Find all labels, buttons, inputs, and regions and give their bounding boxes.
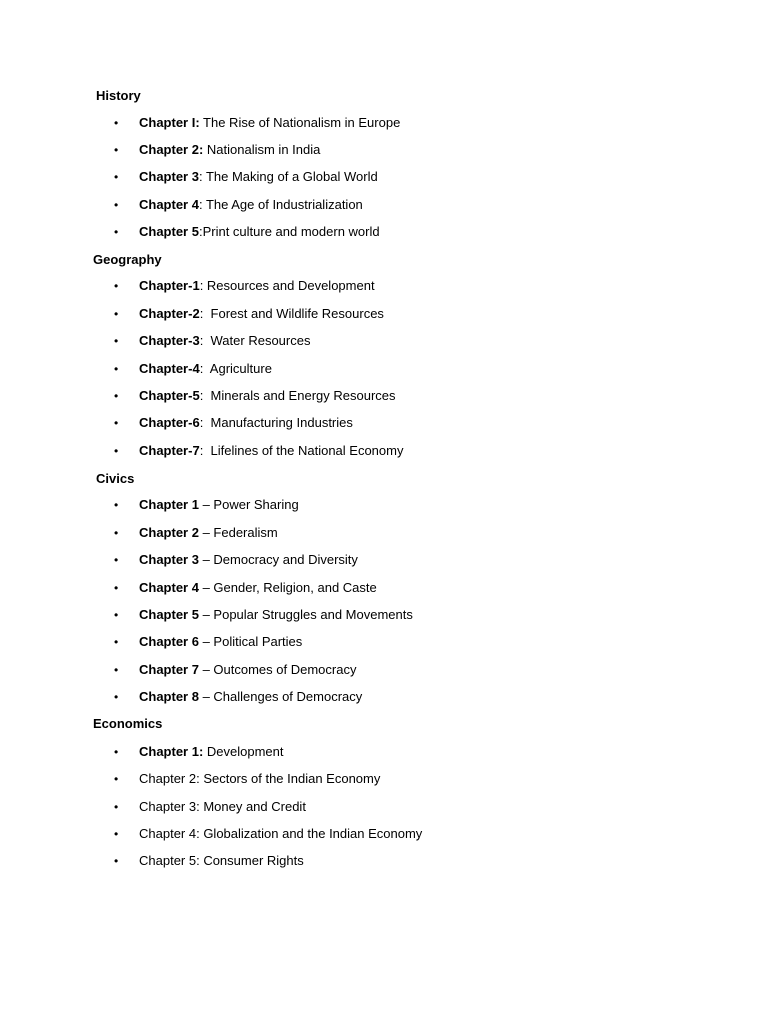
chapter-label: Chapter 1 — [139, 497, 199, 512]
bullet: • — [114, 116, 119, 130]
bullet: • — [114, 198, 119, 212]
chapter-label: Chapter-4 — [139, 361, 200, 376]
chapter-label: Chapter-5 — [139, 388, 200, 403]
bullet: • — [114, 608, 119, 622]
chapter-title: – Political Parties — [198, 634, 303, 649]
list-item — [114, 799, 306, 815]
chapter-title: Nationalism in India — [203, 142, 321, 157]
chapter-title: : Forest and Wildlife Resources — [199, 306, 384, 321]
chapter-label: Chapter 7 — [139, 662, 199, 677]
bullet: • — [114, 416, 119, 430]
list-item — [114, 771, 380, 787]
list-item — [114, 607, 413, 623]
chapter-title: : Resources and Development — [199, 278, 375, 293]
list-item — [114, 853, 304, 869]
chapter-label: Chapter 2 — [139, 525, 199, 540]
bullet: • — [114, 553, 119, 567]
chapter-title: : The Age of Industrialization — [198, 197, 363, 212]
list-item — [114, 415, 353, 431]
chapter-label: Chapter 6 — [139, 634, 199, 649]
chapter-title: Chapter 4: Globalization and the Indian Economy — [139, 826, 423, 841]
chapter-label: Chapter 5 — [139, 224, 199, 239]
list-item — [114, 744, 284, 760]
bullet: • — [114, 362, 119, 376]
bullet: • — [114, 225, 119, 239]
chapter-label: Chapter-6 — [139, 415, 200, 430]
list-item — [114, 306, 384, 322]
list-item — [114, 662, 356, 678]
chapter-title: The Rise of Nationalism in Europe — [199, 115, 401, 130]
list-item — [114, 169, 378, 185]
chapter-title: – Challenges of Democracy — [198, 689, 363, 704]
chapter-title: Chapter 3: Money and Credit — [139, 799, 306, 814]
list-item — [114, 826, 422, 842]
chapter-label: Chapter-1 — [139, 278, 200, 293]
bullet: • — [114, 827, 119, 841]
list-item — [114, 525, 278, 541]
chapter-label: Chapter-3 — [139, 333, 200, 348]
chapter-title: : Agriculture — [199, 361, 272, 376]
chapter-label: Chapter 1: — [139, 744, 204, 759]
list-item — [114, 224, 380, 240]
chapter-label: Chapter 5 — [139, 607, 199, 622]
chapter-title: Development — [203, 744, 284, 759]
section-title-civics: Civics — [96, 471, 135, 486]
chapter-title: – Power Sharing — [198, 497, 299, 512]
list-item — [114, 497, 299, 513]
chapter-label: Chapter 4 — [139, 580, 199, 595]
chapter-title: : Water Resources — [199, 333, 311, 348]
bullet: • — [114, 498, 119, 512]
chapter-label: Chapter-7 — [139, 443, 200, 458]
list-item — [114, 388, 396, 404]
chapter-title: – Outcomes of Democracy — [198, 662, 357, 677]
list-item — [114, 552, 358, 568]
list-item — [114, 689, 362, 705]
bullet: • — [114, 279, 119, 293]
list-item — [114, 634, 302, 650]
list-item — [114, 278, 375, 294]
chapter-title: : The Making of a Global World — [198, 169, 378, 184]
list-item — [114, 361, 272, 377]
chapter-title: – Popular Struggles and Movements — [198, 607, 413, 622]
list-item — [114, 443, 403, 459]
bullet: • — [114, 772, 119, 786]
list-item — [114, 580, 377, 596]
chapter-label: Chapter 3 — [139, 552, 199, 567]
list-item — [114, 333, 310, 349]
chapter-label: Chapter 2: — [139, 142, 204, 157]
bullet: • — [114, 143, 119, 157]
bullet: • — [114, 854, 119, 868]
section-title-geography: Geography — [93, 252, 162, 267]
list-item — [114, 115, 400, 131]
chapter-label: Chapter-2 — [139, 306, 200, 321]
bullet: • — [114, 526, 119, 540]
chapter-label: Chapter 4 — [139, 197, 199, 212]
list-item — [114, 142, 320, 158]
bullet: • — [114, 170, 119, 184]
section-title-economics: Economics — [93, 716, 163, 731]
bullet: • — [114, 444, 119, 458]
chapter-title: : Lifelines of the National Economy — [199, 443, 404, 458]
bullet: • — [114, 635, 119, 649]
bullet: • — [114, 581, 119, 595]
bullet: • — [114, 690, 119, 704]
chapter-title: :Print culture and modern world — [198, 224, 380, 239]
bullet: • — [114, 389, 119, 403]
bullet: • — [114, 334, 119, 348]
chapter-title: – Democracy and Diversity — [198, 552, 358, 567]
chapter-title: : Minerals and Energy Resources — [199, 388, 396, 403]
chapter-title: : Manufacturing Industries — [199, 415, 353, 430]
section-title-history: History — [96, 88, 141, 103]
bullet: • — [114, 745, 119, 759]
bullet: • — [114, 663, 119, 677]
bullet: • — [114, 800, 119, 814]
bullet: • — [114, 307, 119, 321]
chapter-label: Chapter 8 — [139, 689, 199, 704]
chapter-title: – Gender, Religion, and Caste — [198, 580, 377, 595]
chapter-title: Chapter 5: Consumer Rights — [139, 853, 304, 868]
chapter-title: Chapter 2: Sectors of the Indian Economy — [139, 771, 381, 786]
chapter-label: Chapter I: — [139, 115, 200, 130]
chapter-title: – Federalism — [198, 525, 278, 540]
chapter-label: Chapter 3 — [139, 169, 199, 184]
list-item — [114, 197, 363, 213]
